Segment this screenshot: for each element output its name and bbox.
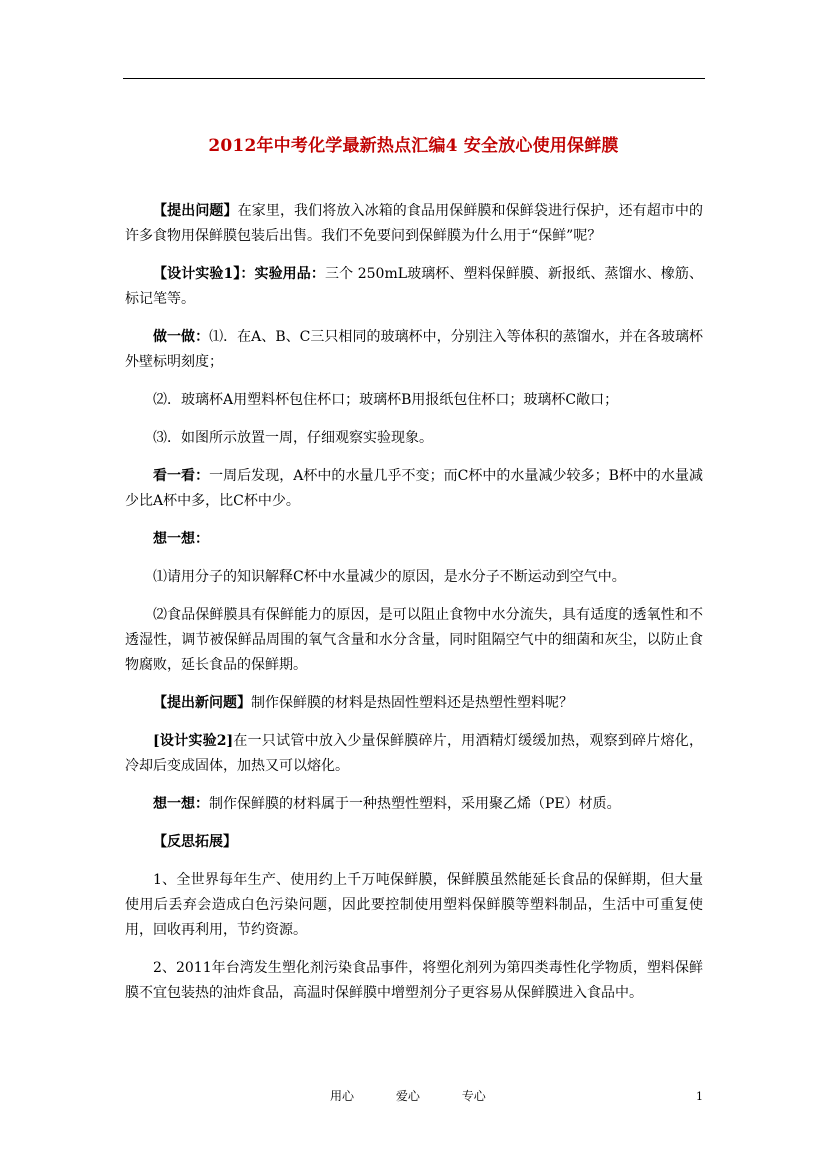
footer-word-3: 专心 (461, 1089, 486, 1103)
paragraph-reflection (125, 830, 703, 855)
label-do-it: 做一做： (153, 329, 210, 345)
footer-motto (330, 1087, 524, 1104)
footer-word-1: 用心 (330, 1089, 355, 1103)
paragraph-experiment-1 (125, 262, 703, 312)
paragraph-think-again (125, 792, 703, 817)
document-title: 2012年中考化学最新热点汇编4 安全放心使用保鲜膜 (208, 136, 619, 156)
paragraph-experiment-2 (125, 729, 703, 779)
label-new-question: 【提出新问题】 (153, 695, 251, 711)
text-new-question: 制作保鲜膜的材料是热固性塑料还是热塑性塑料呢？ (251, 695, 573, 711)
footer-word-2: 爱心 (395, 1089, 420, 1103)
paragraph-think-1: ⑴请用分子的知识解释C杯中水量减少的原因，是水分子不断运动到空气中。 (153, 569, 626, 585)
document-body (125, 199, 703, 1019)
text-experiment-1: 三个 250mL玻璃杯、塑料保鲜膜、新报纸、蒸馏水、橡筋、标记笔等。 (125, 266, 703, 307)
header-rule (123, 78, 705, 79)
paragraph-step-3: ⑶．如图所示放置一周，仔细观察实验现象。 (153, 430, 433, 446)
label-think: 想一想： (153, 531, 209, 547)
text-observe: 一周后发现，A杯中的水量几乎不变；而C杯中的水量减少较多；B杯中的水量减少比A杯中多，比C杯中少。 (125, 468, 703, 509)
page-footer (0, 1087, 827, 1107)
paragraph-reflection-2: 2、2011年台湾发生塑化剂污染食品事件，将塑化剂列为第四类毒性化学物质，塑料保鲜膜不宜包装热的油炸食品，高温时保鲜膜中增塑剂分子更容易从保鲜膜进入食品中。 (125, 960, 703, 1001)
label-experiment-1: 【设计实验1】：实验用品： (153, 266, 325, 282)
paragraph-question (125, 199, 703, 249)
paragraph-think (125, 527, 703, 552)
text-step-1: ⑴．在A、B、C三只相同的玻璃杯中，分别注入等体积的蒸馏水，并在各玻璃杯外壁标明刻度； (125, 329, 704, 370)
text-experiment-2: 在一只试管中放入少量保鲜膜碎片，用酒精灯缓缓加热，观察到碎片熔化，冷却后变成固体，加热又可以熔化。 (125, 733, 704, 774)
paragraph-think-2: ⑵食品保鲜膜具有保鲜能力的原因，是可以阻止食物中水分流失，具有适度的透氧性和不透湿性，调节被保鲜品周围的氧气含量和水分含量，同时阻隔空气中的细菌和灰尘，以防止食物腐败，延长食品的保鲜期。 (125, 607, 703, 673)
label-think-again: 想一想： (153, 796, 209, 812)
label-question: 【提出问题】 (153, 203, 238, 219)
page-number: 1 (696, 1090, 703, 1103)
paragraph-step-2: ⑵．玻璃杯A用塑料杯包住杯口；玻璃杯B用报纸包住杯口；玻璃杯C敞口； (153, 392, 619, 408)
label-reflection: 【反思拓展】 (153, 834, 237, 850)
label-observe: 看一看： (153, 468, 210, 484)
paragraph-observe (125, 464, 703, 514)
text-think-again: 制作保鲜膜的材料属于一种热塑性塑料，采用聚乙烯（PE）材质。 (209, 796, 621, 812)
paragraph-reflection-1: 1、全世界每年生产、使用约上千万吨保鲜膜，保鲜膜虽然能延长食品的保鲜期，但大量使用后丢弃会造成白色污染问题，因此要控制使用塑料保鲜膜等塑料制品，生活中可重复使用，回收再利用，节约资源。 (125, 872, 703, 938)
paragraph-new-question (125, 691, 703, 716)
label-experiment-2: [设计实验2] (153, 733, 234, 749)
paragraph-do-it (125, 325, 703, 375)
text-question: 在家里，我们将放入冰箱的食品用保鲜膜和保鲜袋进行保护，还有超市中的许多食物用保鲜膜包装后出售。我们不免要问到保鲜膜为什么用于“保鲜”呢？ (125, 203, 704, 244)
